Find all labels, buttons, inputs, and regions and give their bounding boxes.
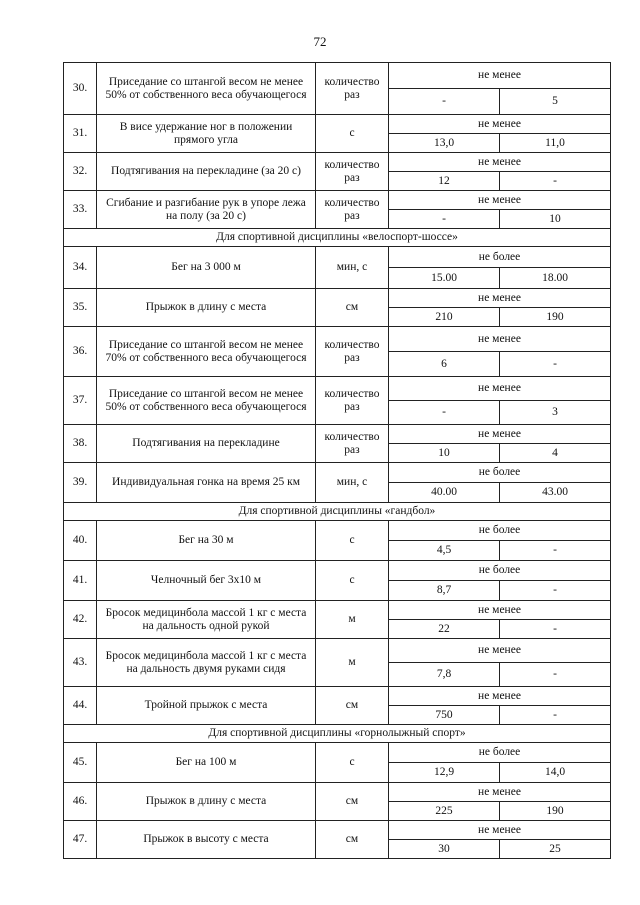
exercise-name: Бросок медицинбола массой 1 кг с места на дальность одной рукой bbox=[97, 601, 316, 639]
value-left: - bbox=[389, 89, 500, 115]
table-row bbox=[64, 63, 611, 89]
row-number: 36. bbox=[64, 327, 97, 377]
value-right: 11,0 bbox=[500, 134, 611, 153]
unit-cell: мин, с bbox=[316, 247, 389, 289]
row-number: 41. bbox=[64, 561, 97, 601]
value-right: 14,0 bbox=[500, 763, 611, 783]
table-row bbox=[64, 639, 611, 663]
value-right: 25 bbox=[500, 840, 611, 859]
row-number: 43. bbox=[64, 639, 97, 687]
exercise-name: Бег на 100 м bbox=[97, 743, 316, 783]
row-number: 35. bbox=[64, 289, 97, 327]
condition-cell: не менее bbox=[389, 153, 611, 172]
value-left: 40.00 bbox=[389, 483, 500, 503]
row-number: 40. bbox=[64, 521, 97, 561]
value-left: 13,0 bbox=[389, 134, 500, 153]
table-row bbox=[64, 115, 611, 134]
exercise-name: Бросок медицинбола массой 1 кг с места на дальность двумя руками сидя bbox=[97, 639, 316, 687]
table-row bbox=[64, 377, 611, 401]
row-number: 45. bbox=[64, 743, 97, 783]
unit-cell: количество раз bbox=[316, 327, 389, 377]
value-left: 7,8 bbox=[389, 663, 500, 687]
page-number: 72 bbox=[313, 34, 327, 49]
section-row bbox=[64, 229, 611, 247]
row-number: 46. bbox=[64, 783, 97, 821]
condition-cell: не менее bbox=[389, 63, 611, 89]
value-left: - bbox=[389, 401, 500, 425]
table-row bbox=[64, 783, 611, 802]
unit-cell: количество раз bbox=[316, 425, 389, 463]
condition-cell: не более bbox=[389, 521, 611, 541]
exercise-name: Бег на 30 м bbox=[97, 521, 316, 561]
unit-cell: м bbox=[316, 601, 389, 639]
exercise-name: Приседание со штангой весом не менее 50% от собственного веса обучающегося bbox=[97, 377, 316, 425]
value-right: 4 bbox=[500, 444, 611, 463]
row-number: 33. bbox=[64, 191, 97, 229]
table-row bbox=[64, 289, 611, 308]
unit-cell: см bbox=[316, 687, 389, 725]
table-row bbox=[64, 687, 611, 706]
exercise-name: Приседание со штангой весом не менее 70% от собственного веса обучающегося bbox=[97, 327, 316, 377]
unit-cell: м bbox=[316, 639, 389, 687]
row-number: 39. bbox=[64, 463, 97, 503]
row-number: 31. bbox=[64, 115, 97, 153]
row-number: 30. bbox=[64, 63, 97, 115]
value-right: - bbox=[500, 620, 611, 639]
exercise-name: Прыжок в длину с места bbox=[97, 783, 316, 821]
value-left: 225 bbox=[389, 802, 500, 821]
exercise-name: В висе удержание ног в положении прямого угла bbox=[97, 115, 316, 153]
table-row bbox=[64, 191, 611, 210]
value-right: 190 bbox=[500, 802, 611, 821]
unit-cell: см bbox=[316, 821, 389, 859]
condition-cell: не менее bbox=[389, 425, 611, 444]
value-right: - bbox=[500, 581, 611, 601]
exercise-name: Приседание со штангой весом не менее 50% от собственного веса обучающегося bbox=[97, 63, 316, 115]
value-left: 8,7 bbox=[389, 581, 500, 601]
section-row bbox=[64, 725, 611, 743]
value-right: 190 bbox=[500, 308, 611, 327]
standards-table-body bbox=[64, 63, 611, 859]
value-right: - bbox=[500, 172, 611, 191]
unit-cell: мин, с bbox=[316, 463, 389, 503]
condition-cell: не менее bbox=[389, 115, 611, 134]
value-right: - bbox=[500, 663, 611, 687]
table-row bbox=[64, 601, 611, 620]
value-right: 43.00 bbox=[500, 483, 611, 503]
value-left: 12 bbox=[389, 172, 500, 191]
condition-cell: не более bbox=[389, 463, 611, 483]
value-left: 12,9 bbox=[389, 763, 500, 783]
unit-cell: с bbox=[316, 115, 389, 153]
value-right: 18.00 bbox=[500, 268, 611, 289]
unit-cell: количество раз bbox=[316, 377, 389, 425]
unit-cell: количество раз bbox=[316, 153, 389, 191]
unit-cell: с bbox=[316, 561, 389, 601]
condition-cell: не менее bbox=[389, 639, 611, 663]
table-row bbox=[64, 327, 611, 352]
value-right: 5 bbox=[500, 89, 611, 115]
condition-cell: не более bbox=[389, 561, 611, 581]
unit-cell: с bbox=[316, 521, 389, 561]
value-right: - bbox=[500, 706, 611, 725]
exercise-name: Подтягивания на перекладине bbox=[97, 425, 316, 463]
section-row bbox=[64, 503, 611, 521]
exercise-name: Прыжок в высоту с места bbox=[97, 821, 316, 859]
exercise-name: Сгибание и разгибание рук в упоре лежа на полу (за 20 с) bbox=[97, 191, 316, 229]
value-right: 10 bbox=[500, 210, 611, 229]
row-number: 47. bbox=[64, 821, 97, 859]
condition-cell: не более bbox=[389, 247, 611, 268]
value-left: 4,5 bbox=[389, 541, 500, 561]
value-left: 6 bbox=[389, 352, 500, 377]
value-left: 10 bbox=[389, 444, 500, 463]
exercise-name: Прыжок в длину с места bbox=[97, 289, 316, 327]
table-row bbox=[64, 153, 611, 172]
exercise-name: Челночный бег 3х10 м bbox=[97, 561, 316, 601]
value-right: - bbox=[500, 352, 611, 377]
row-number: 32. bbox=[64, 153, 97, 191]
row-number: 44. bbox=[64, 687, 97, 725]
unit-cell: с bbox=[316, 743, 389, 783]
exercise-name: Тройной прыжок с места bbox=[97, 687, 316, 725]
row-number: 37. bbox=[64, 377, 97, 425]
condition-cell: не менее bbox=[389, 601, 611, 620]
unit-cell: количество раз bbox=[316, 191, 389, 229]
value-left: 210 bbox=[389, 308, 500, 327]
value-left: 750 bbox=[389, 706, 500, 725]
table-row bbox=[64, 521, 611, 541]
table-row bbox=[64, 463, 611, 483]
condition-cell: не менее bbox=[389, 327, 611, 352]
table-row bbox=[64, 821, 611, 840]
table-row bbox=[64, 561, 611, 581]
unit-cell: см bbox=[316, 783, 389, 821]
condition-cell: не более bbox=[389, 743, 611, 763]
section-title: Для спортивной дисциплины «велоспорт-шоссе» bbox=[64, 229, 611, 247]
standards-table bbox=[63, 62, 611, 859]
value-left: 30 bbox=[389, 840, 500, 859]
value-right: - bbox=[500, 541, 611, 561]
exercise-name: Бег на 3 000 м bbox=[97, 247, 316, 289]
table-row bbox=[64, 425, 611, 444]
table-row bbox=[64, 743, 611, 763]
condition-cell: не менее bbox=[389, 687, 611, 706]
condition-cell: не менее bbox=[389, 289, 611, 308]
condition-cell: не менее bbox=[389, 821, 611, 840]
value-left: 15.00 bbox=[389, 268, 500, 289]
row-number: 34. bbox=[64, 247, 97, 289]
value-right: 3 bbox=[500, 401, 611, 425]
condition-cell: не менее bbox=[389, 377, 611, 401]
row-number: 38. bbox=[64, 425, 97, 463]
condition-cell: не менее bbox=[389, 191, 611, 210]
section-title: Для спортивной дисциплины «гандбол» bbox=[64, 503, 611, 521]
table-row bbox=[64, 247, 611, 268]
condition-cell: не менее bbox=[389, 783, 611, 802]
exercise-name: Индивидуальная гонка на время 25 км bbox=[97, 463, 316, 503]
exercise-name: Подтягивания на перекладине (за 20 с) bbox=[97, 153, 316, 191]
unit-cell: количество раз bbox=[316, 63, 389, 115]
value-left: 22 bbox=[389, 620, 500, 639]
row-number: 42. bbox=[64, 601, 97, 639]
value-left: - bbox=[389, 210, 500, 229]
section-title: Для спортивной дисциплины «горнолыжный спорт» bbox=[64, 725, 611, 743]
unit-cell: см bbox=[316, 289, 389, 327]
